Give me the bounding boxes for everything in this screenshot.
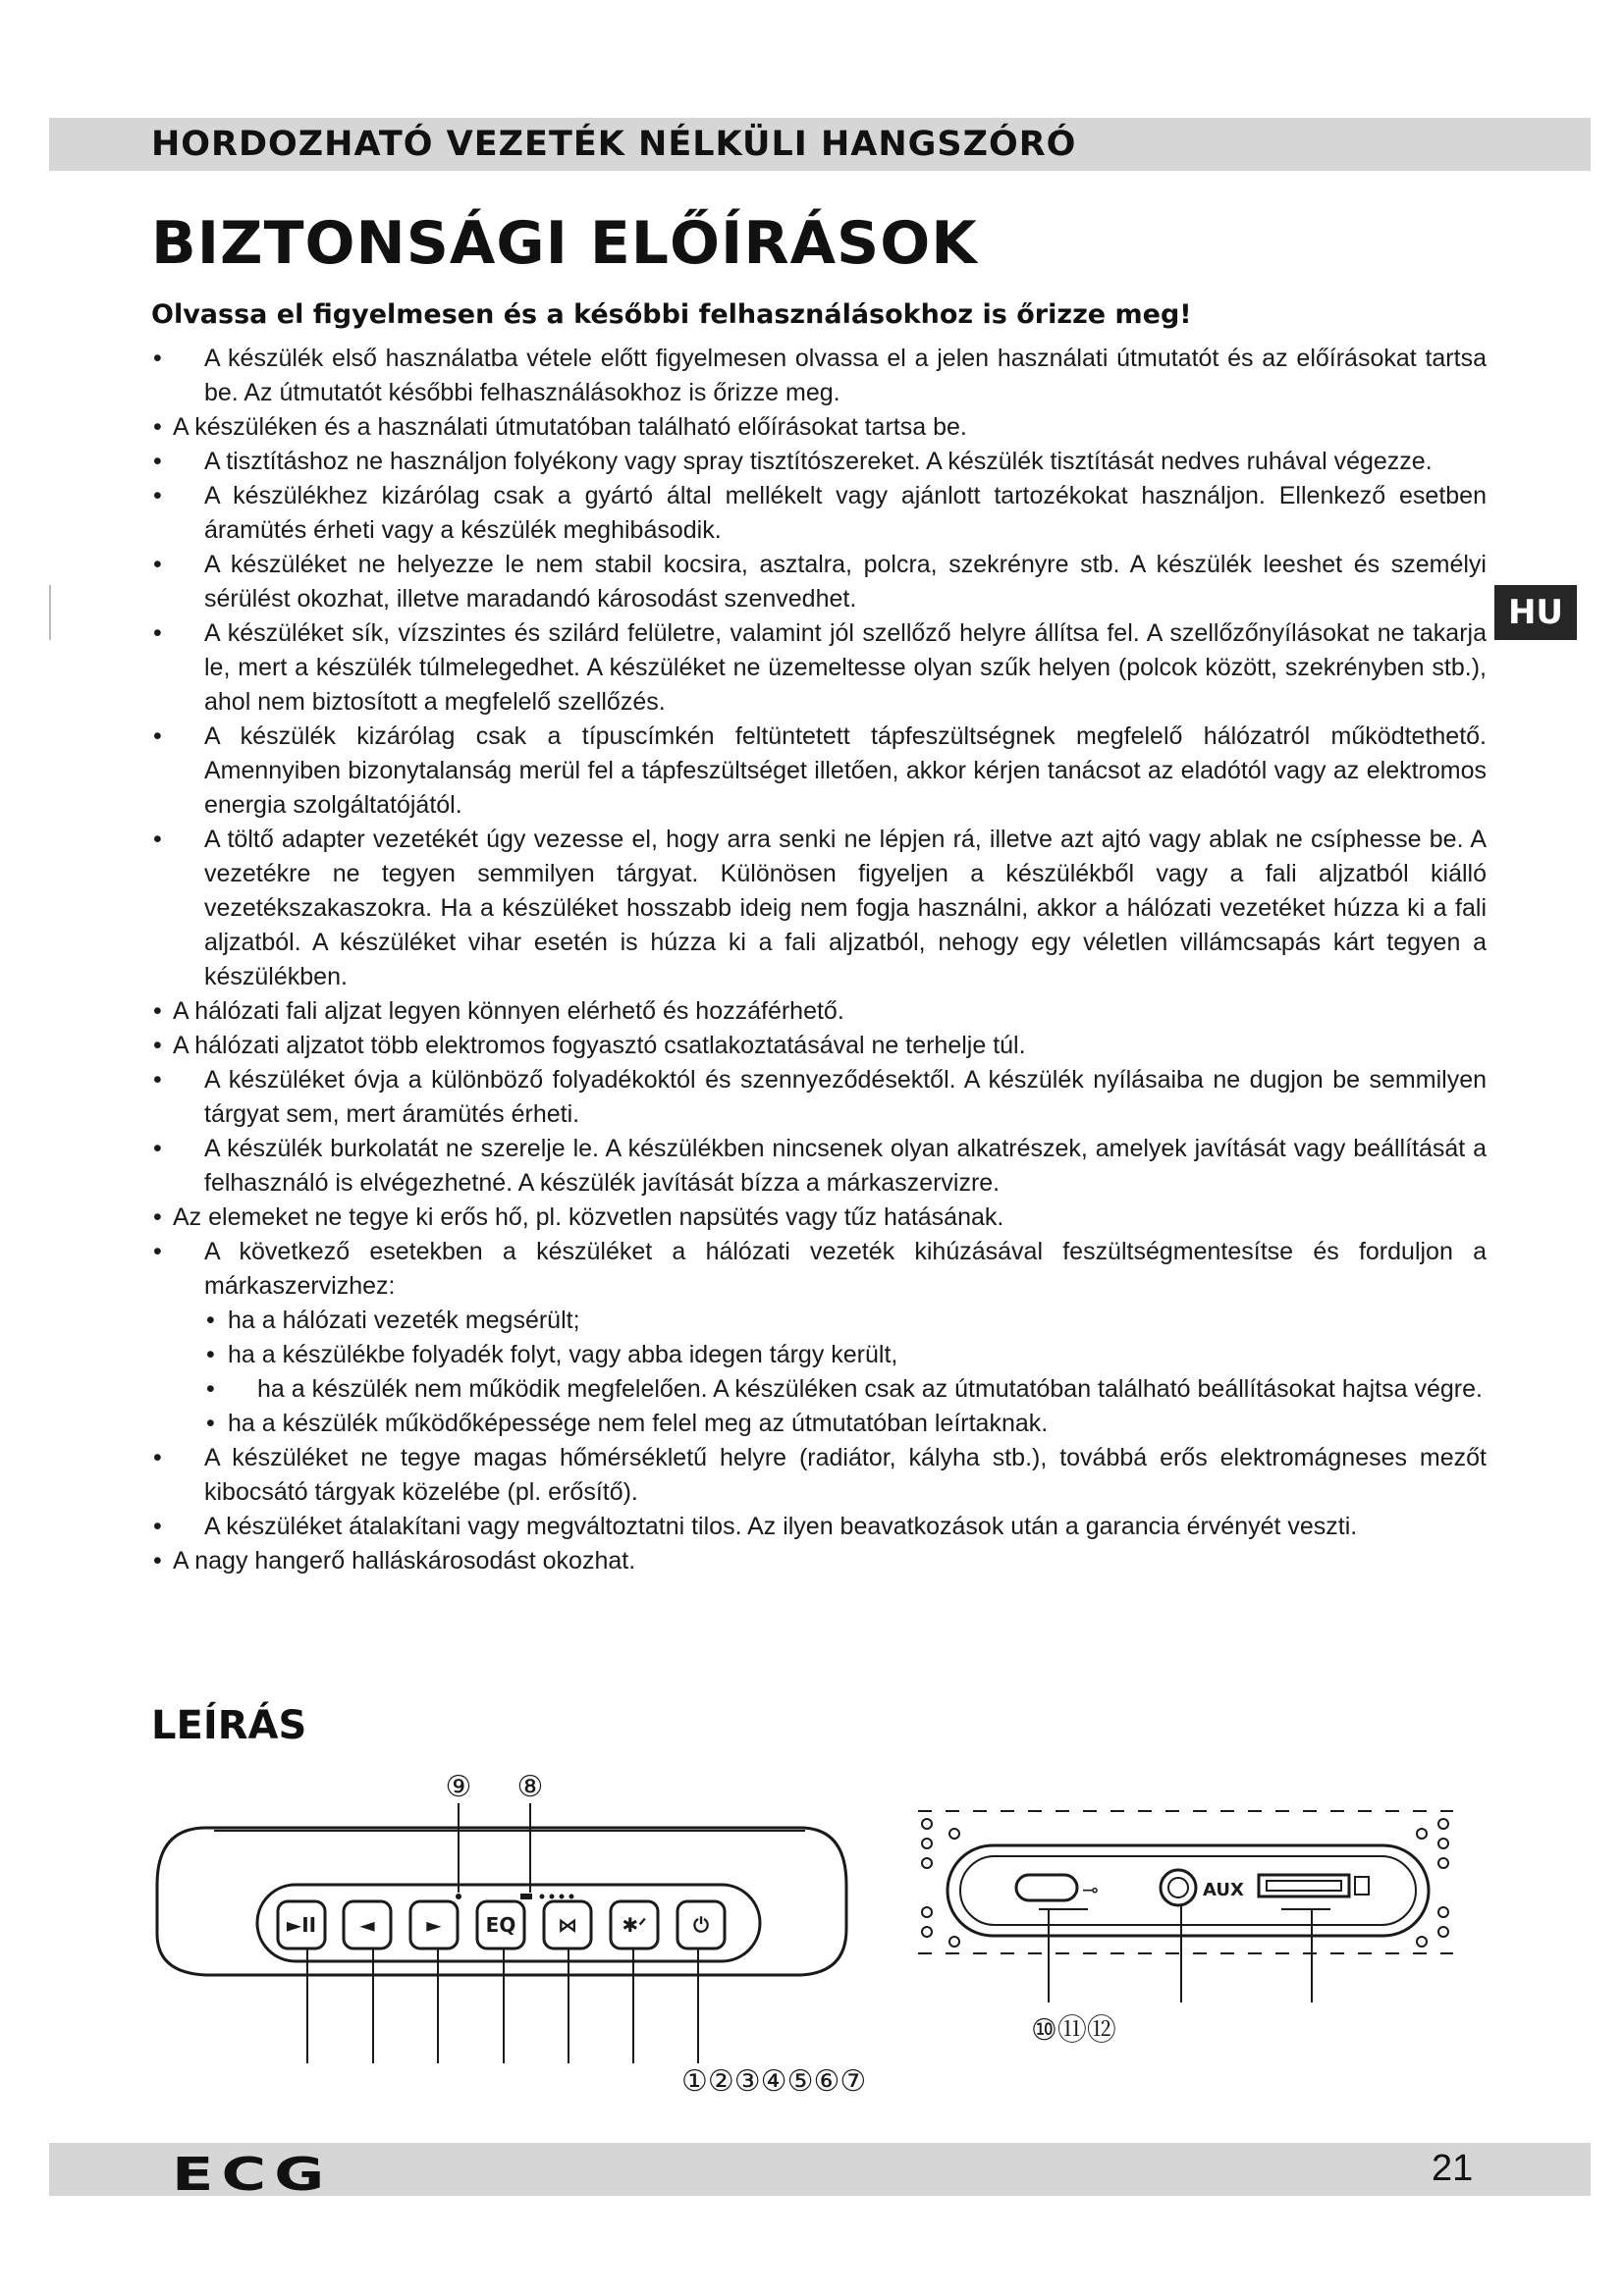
mode-icon: ⋈ [558, 1913, 577, 1937]
vent-dot [922, 1907, 932, 1917]
list-item: • A következő esetekben a készüléket a hálózati vezeték kihúzásával feszültségmentesítse és forduljon a márkaszervizhez: [153, 1238, 1487, 1300]
list-item: • A tisztításhoz ne használjon folyékony vagy spray tisztítószereket. A készülék tisztítását nedves ruhával végezze. [153, 448, 1433, 475]
list-item: • A készüléket ne tegye magas hőmérsékletű helyre (radiátor, kályha stb.), továbbá erős elektromágneses mezőt kibocsátó tárgyak közelébe (pl. erősítő). [153, 1444, 1487, 1506]
header-title: HORDOZHATÓ VEZETÉK NÉLKÜLI HANGSZÓRÓ [151, 125, 1077, 164]
vent-dot [1438, 1839, 1448, 1848]
list-item: • A nagy hangerő halláskárosodást okozhat. [153, 1547, 636, 1575]
vent-dot [922, 1858, 932, 1868]
vent-dot [1438, 1819, 1448, 1829]
previous-icon: ◄ [359, 1913, 375, 1937]
led-dot [550, 1895, 555, 1899]
led-dot [540, 1895, 545, 1899]
sub-list-item: • ha a készülék működőképessége nem felel meg az útmutatóban leírtaknak. [206, 1410, 1049, 1437]
card-slot-inner [1267, 1881, 1341, 1891]
list-item: • Az elemeket ne tegye ki erős hő, pl. közvetlen napsütés vagy tűz hatásának. [153, 1203, 1004, 1231]
list-item: • A készülék burkolatát ne szerelje le. A készülékben nincsenek olyan alkatrészek, amelyek javítását vagy beállítását a felhasználó is elvégezhetné. A készülék javítását bízza a márkaszervizre. [153, 1135, 1487, 1197]
aux-label: AUX [1203, 1880, 1244, 1900]
vent-dot [949, 1829, 959, 1839]
list-item: • A készülék első használatba vétele előtt figyelmesen olvassa el a jelen használati útmutatót és az előírásokat tartsa be. Az útmutatót későbbi felhasználásokhoz is őrizze meg. [153, 345, 1487, 406]
ecg-logo: ECG [172, 2148, 333, 2201]
page-number: 21 [1432, 2148, 1474, 2189]
language-tab: HU [1494, 585, 1577, 640]
vent-dot [949, 1937, 959, 1947]
eq-label: EQ [485, 1913, 516, 1937]
card-slot [1259, 1875, 1349, 1896]
aux-port-inner [1168, 1878, 1188, 1897]
sd-card-icon [1355, 1877, 1369, 1895]
vent-dot [1438, 1927, 1448, 1937]
vent-dot [1417, 1829, 1427, 1839]
led-dot [569, 1895, 574, 1899]
section-heading-description: LEÍRÁS [151, 1703, 307, 1748]
vent-dot [1438, 1858, 1448, 1868]
led-indicator [456, 1894, 461, 1899]
subtitle: Olvassa el figyelmesen és a későbbi felhasználásokhoz is őrizze meg! [151, 299, 1192, 330]
led-dot [560, 1895, 565, 1899]
usb-port [1016, 1875, 1077, 1900]
power-icon: ⏻ [693, 1913, 709, 1937]
list-item: • A hálózati fali aljzat legyen könnyen elérhető és hozzáférhető. [153, 997, 844, 1025]
bluetooth-icon: ✱ᐟ [622, 1913, 647, 1937]
list-item: • A készüléket sík, vízszintes és szilárd felületre, valamint jól szellőző helyre állítsa fel. A szellőzőnyílásokat ne takarja le, mert a készülék túlmelegedhet. A készüléket ne üzemeltesse olyan szűk helyen (polcok között, szekrényben stb.), ahol nem biztosított a megfelelő szellőzés. [153, 619, 1487, 716]
aux-port [1161, 1870, 1196, 1905]
vent-dot [922, 1927, 932, 1937]
list-item: • A hálózati aljzatot több elektromos fogyasztó csatlakoztatásával ne terhelje túl. [153, 1032, 1026, 1059]
usb-symbol-icon: ⊸ [1082, 1878, 1099, 1901]
speaker-back-view [918, 1811, 1453, 1953]
list-item: • A készülékhez kizárólag csak a gyártó által mellékelt vagy ajánlott tartozékokat használjon. Ellenkező esetben áramütés érheti vagy a készülék meghibásodik. [153, 482, 1487, 544]
list-item: • A töltő adapter vezetékét úgy vezesse el, hogy arra senki ne lépjen rá, illetve azt ajtó vagy ablak ne csíphesse be. A vezetékre ne tegyen semmilyen tárgyat. Különösen figyeljen a készülékből vagy a fali aljzatból kiálló vezetékszakaszokra. Ha a készüléket hosszabb ideig nem fogja használni, akkor a hálózati vezetéket húzza ki a fali aljzatból. A készüléket vihar esetén is húzza ki a fali aljzatból, nehogy egy véletlen villámcsapás kárt tegyen a készülékben. [153, 826, 1487, 990]
vent-dot [922, 1819, 932, 1829]
vent-dot [1438, 1907, 1448, 1917]
list-item: • A készüléket átalakítani vagy megváltoztatni tilos. Az ilyen beavatkozások után a garancia érvényét veszti. [153, 1513, 1358, 1540]
play-pause-icon: ►II [286, 1913, 317, 1937]
vent-dot [922, 1839, 932, 1848]
list-item: • A készüléket ne helyezze le nem stabil kocsira, asztalra, polcra, szekrényre stb. A készülék leeshet és személyi sérülést okozhat, illetve maradandó károsodást szenvedhet. [153, 551, 1487, 613]
page-title: BIZTONSÁGI ELŐÍRÁSOK [151, 209, 978, 278]
sub-list-item: • ha a készülékbe folyadék folyt, vagy abba idegen tárgy került, [206, 1341, 898, 1368]
list-item: • A készüléken és a használati útmutatóban található előírásokat tartsa be. [153, 413, 967, 441]
callout-front-numbers: ①②③④⑤⑥⑦ [681, 2064, 867, 2099]
sub-list-item: • ha a hálózati vezeték megsérült; [206, 1307, 580, 1334]
list-item: • A készülék kizárólag csak a típuscímkén feltüntetett tápfeszültségnek megfelelő hálózatról működtethető. Amennyiben bizonytalanság merül fel a tápfeszültséget illetően, akkor kérjen tanácsot az eladótól vagy az elektromos energia szolgáltatójától. [153, 722, 1487, 819]
callout-9: ⑨ [445, 1770, 472, 1804]
callout-8: ⑧ [516, 1770, 544, 1804]
vent-dot [1417, 1937, 1427, 1947]
callout-back-numbers: ⑩⑪⑫ [1031, 2013, 1116, 2048]
battery-indicator [520, 1894, 532, 1899]
sub-list-item: • ha a készülék nem működik megfelelően. A készüléken csak az útmutatóban található beállításokat hajtsa végre. [206, 1375, 1483, 1403]
list-item: • A készüléket óvja a különböző folyadékoktól és szennyeződésektől. A készülék nyílásaiba ne dugjon be semmilyen tárgyat sem, mert áramütés érheti. [153, 1066, 1487, 1128]
next-icon: ► [426, 1913, 442, 1937]
